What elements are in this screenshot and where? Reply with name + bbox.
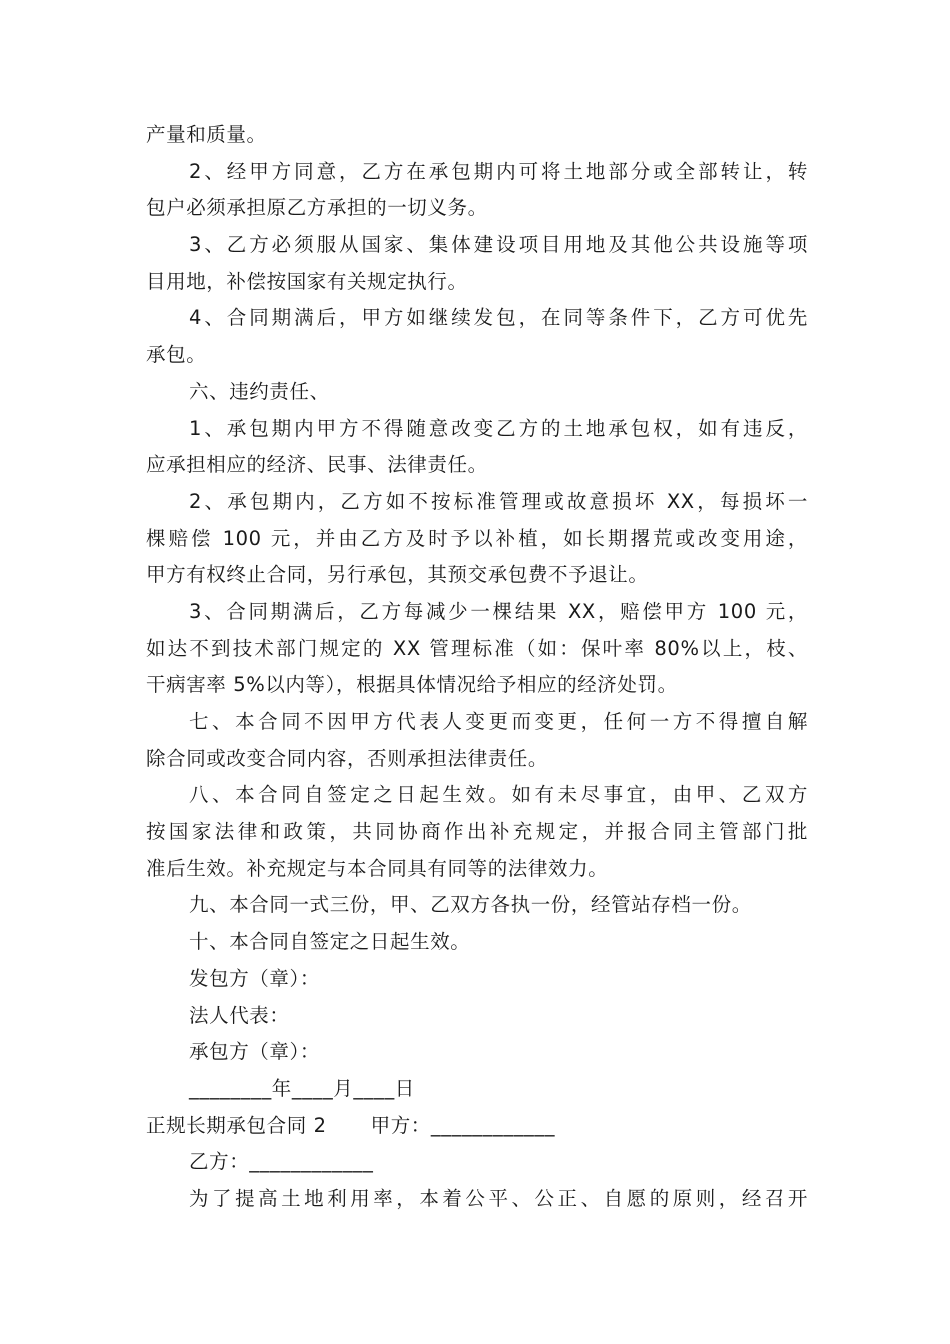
contract-heading-line	[146, 1108, 808, 1145]
text-line: 4、合同期满后，甲方如继续发包，在同等条件下，乙方可优先	[189, 306, 808, 330]
text-line: 包户必须承担原乙方承担的一切义务。	[146, 196, 488, 220]
text-line: 八、本合同自签定之日起生效。如有未尽事宜，由甲、乙双方	[189, 783, 808, 807]
party-a-field: 甲方：____________	[370, 1113, 556, 1137]
text-line: 2、承包期内，乙方如不按标准管理或故意损坏 XX，每损坏一	[189, 489, 808, 513]
text-line: 2、经甲方同意，乙方在承包期内可将土地部分或全部转让，转	[189, 159, 808, 183]
text-line: 3、乙方必须服从国家、集体建设项目用地及其他公共设施等项	[189, 233, 808, 257]
text-line: 准后生效。补充规定与本合同具有同等的法律效力。	[146, 856, 609, 880]
text-line: 承包。	[146, 343, 207, 367]
document-body	[146, 117, 808, 1218]
text-line: 按国家法律和政策，共同协商作出补充规定，并报合同主管部门批	[146, 820, 808, 844]
text-line: 3、合同期满后，乙方每减少一棵结果 XX，赔偿甲方 100 元，	[189, 599, 808, 623]
text-line: 十、本合同自签定之日起生效。	[189, 930, 471, 954]
text-line: 甲方有权终止合同，另行承包，其预交承包费不予退让。	[146, 563, 649, 587]
text-line: 六、违约责任、	[189, 379, 330, 403]
text-line: 承包方（章）：	[189, 1040, 320, 1064]
text-line: 发包方（章）：	[189, 966, 320, 990]
text-line: 乙方：____________	[189, 1150, 374, 1174]
text-line: 1、承包期内甲方不得随意改变乙方的土地承包权，如有违反，	[189, 416, 808, 440]
text-line: 七、本合同不因甲方代表人变更而变更，任何一方不得擅自解	[189, 710, 808, 733]
text-line: 棵赔偿 100 元，并由乙方及时予以补植，如长期撂荒或改变用途，	[146, 526, 808, 550]
contract-title: 正规长期承包合同 2	[146, 1113, 327, 1137]
text-line: 产量和质量。	[146, 123, 267, 146]
text-line: 目用地，补偿按国家有关规定执行。	[146, 269, 468, 293]
text-line: ________年____月____日	[189, 1076, 415, 1100]
text-line: 为了提高土地利用率，本着公平、公正、自愿的原则，经召开	[189, 1186, 808, 1210]
text-line: 应承担相应的经济、民事、法律责任。	[146, 453, 488, 477]
text-line: 如达不到技术部门规定的 XX 管理标准（如：保叶率 80%以上，枝、	[146, 636, 808, 660]
text-line: 九、本合同一式三份，甲、乙双方各执一份，经管站存档一份。	[189, 893, 752, 917]
text-line: 干病害率 5%以内等），根据具体情况给予相应的经济处罚。	[146, 673, 678, 697]
text-line: 法人代表：	[189, 1003, 290, 1027]
text-line: 除合同或改变合同内容，否则承担法律责任。	[146, 746, 549, 770]
